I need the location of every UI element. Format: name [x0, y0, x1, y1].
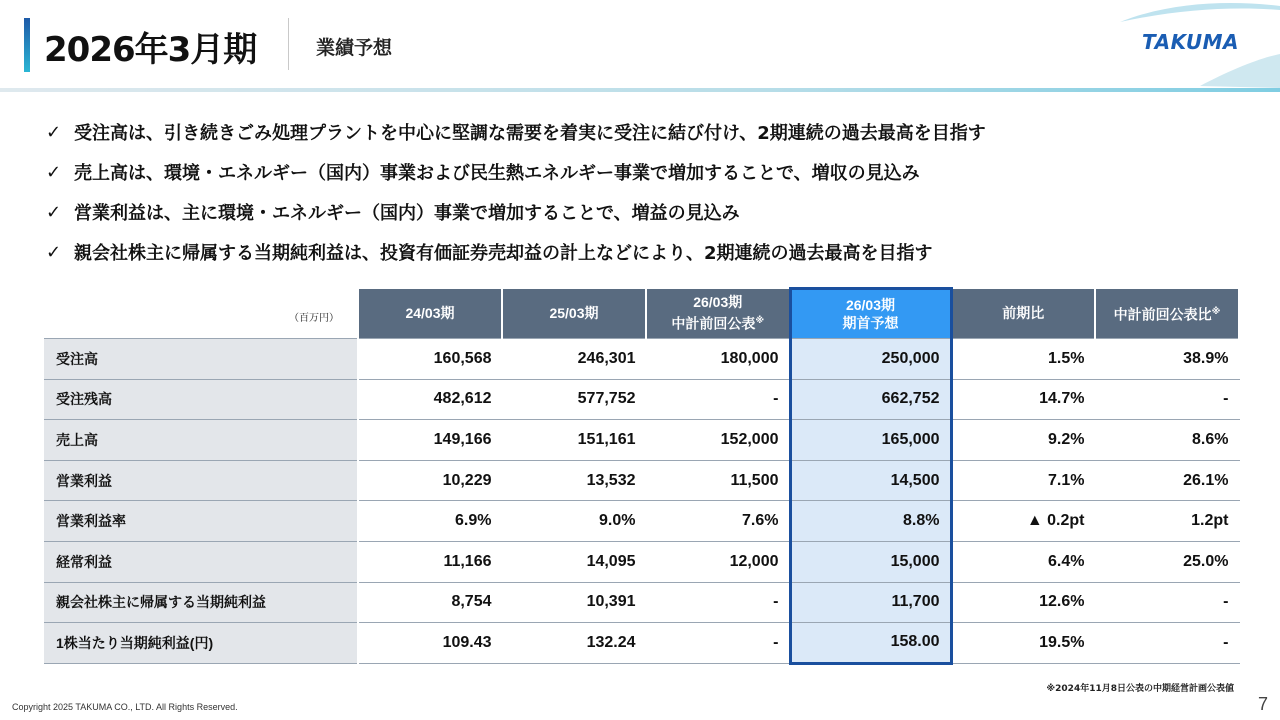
- title-accent-bar: [24, 18, 30, 72]
- cell-vs-plan: -: [1095, 379, 1239, 420]
- cell-vs-plan: 26.1%: [1095, 460, 1239, 501]
- table-row: [44, 541, 1239, 582]
- col-header-vs-plan-text: 中計前回公表比: [1113, 307, 1212, 324]
- header-rule: [0, 88, 1280, 92]
- cell-26-03-plan: -: [646, 582, 790, 623]
- row-label: 経常利益: [44, 541, 358, 582]
- unit-label: （百万円）: [44, 289, 358, 339]
- col-header-24-03: 24/03期: [358, 289, 502, 339]
- checkmark-icon: ✓: [46, 241, 62, 263]
- col-header-26-03-forecast: [790, 289, 951, 339]
- company-logo: TAKUMA: [1142, 30, 1239, 54]
- forecast-table: [44, 287, 1240, 665]
- bullet-item: [46, 152, 1246, 192]
- header-divider: [288, 18, 289, 70]
- cell-yoy: 9.2%: [951, 420, 1095, 461]
- cell-vs-plan: 1.2pt: [1095, 501, 1239, 542]
- col-header-26-03-forecast-line1: 26/03期: [845, 297, 896, 313]
- cell-vs-plan: -: [1095, 582, 1239, 623]
- cell-26-03-plan: 7.6%: [646, 501, 790, 542]
- cell-26-03-plan: 12,000: [646, 541, 790, 582]
- bullet-text: 親会社株主に帰属する当期純利益は、投資有価証券売却益の計上などにより、2期連続の過去最高を目指す: [74, 243, 933, 264]
- bullet-item: [46, 192, 1246, 232]
- row-label: 1株当たり当期純利益(円): [44, 623, 358, 664]
- bullet-text: 営業利益は、主に環境・エネルギー（国内）事業で増加することで、増益の見込み: [74, 203, 740, 224]
- cell-24-03: 11,166: [358, 541, 502, 582]
- checkmark-icon: ✓: [46, 201, 62, 223]
- cell-24-03: 6.9%: [358, 501, 502, 542]
- footnote-mark: ※: [755, 315, 765, 326]
- table-footnote: ※2024年11月8日公表の中期経営計画公表値: [1046, 684, 1234, 694]
- cell-vs-plan: 25.0%: [1095, 541, 1239, 582]
- cell-25-03: 10,391: [502, 582, 646, 623]
- table-header-row: [44, 289, 1239, 339]
- cell-yoy: 6.4%: [951, 541, 1095, 582]
- forecast-table-wrapper: [44, 287, 1235, 665]
- row-label: 営業利益率: [44, 501, 358, 542]
- col-header-26-03-plan-line1: 26/03期: [693, 294, 743, 311]
- cell-26-03-forecast: 15,000: [790, 541, 951, 582]
- table-row: [44, 582, 1239, 623]
- cell-25-03: 151,161: [502, 420, 646, 461]
- page-number: 7: [1257, 694, 1268, 714]
- footnote-mark: ※: [1211, 306, 1221, 317]
- col-header-26-03-forecast-line2: 期首予想: [842, 315, 899, 331]
- cell-26-03-plan: 152,000: [646, 420, 790, 461]
- cell-26-03-plan: -: [646, 379, 790, 420]
- col-header-vs-plan: [1095, 289, 1239, 339]
- cell-25-03: 9.0%: [502, 501, 646, 542]
- row-label: 営業利益: [44, 460, 358, 501]
- cell-26-03-forecast: 158.00: [790, 623, 951, 664]
- col-header-26-03-plan: [646, 289, 790, 339]
- cell-24-03: 149,166: [358, 420, 502, 461]
- table-row: [44, 379, 1239, 420]
- cell-24-03: 8,754: [358, 582, 502, 623]
- cell-yoy: 12.6%: [951, 582, 1095, 623]
- bullet-item: [46, 232, 1246, 272]
- row-label: 売上高: [44, 420, 358, 461]
- cell-26-03-forecast: 14,500: [790, 460, 951, 501]
- cell-yoy: 7.1%: [951, 460, 1095, 501]
- table-row: [44, 501, 1239, 542]
- row-label: 親会社株主に帰属する当期純利益: [44, 582, 358, 623]
- cell-25-03: 132.24: [502, 623, 646, 664]
- cell-26-03-forecast: 8.8%: [790, 501, 951, 542]
- cell-vs-plan: 8.6%: [1095, 420, 1239, 461]
- cell-24-03: 10,229: [358, 460, 502, 501]
- copyright-text: Copyright 2025 TAKUMA CO., LTD. All Rights Reserved.: [12, 702, 238, 712]
- table-row: [44, 420, 1239, 461]
- table-row: [44, 460, 1239, 501]
- cell-24-03: 109.43: [358, 623, 502, 664]
- cell-26-03-forecast: 11,700: [790, 582, 951, 623]
- bullet-list: [46, 112, 1246, 272]
- cell-yoy: 1.5%: [951, 339, 1095, 380]
- cell-26-03-forecast: 662,752: [790, 379, 951, 420]
- cell-yoy: 19.5%: [951, 623, 1095, 664]
- col-header-25-03: 25/03期: [502, 289, 646, 339]
- row-label: 受注高: [44, 339, 358, 380]
- cell-25-03: 14,095: [502, 541, 646, 582]
- row-label: 受注残高: [44, 379, 358, 420]
- bullet-text: 受注高は、引き続きごみ処理プラントを中心に堅調な需要を着実に受注に結び付け、2期連続の過去最高を目指す: [74, 123, 986, 144]
- cell-vs-plan: 38.9%: [1095, 339, 1239, 380]
- page-title: 2026年3月期: [44, 30, 257, 70]
- cell-26-03-plan: -: [646, 623, 790, 664]
- bullet-item: [46, 112, 1246, 152]
- slide-header: [0, 0, 1280, 92]
- cell-25-03: 13,532: [502, 460, 646, 501]
- cell-yoy: 14.7%: [951, 379, 1095, 420]
- cell-26-03-forecast: 165,000: [790, 420, 951, 461]
- checkmark-icon: ✓: [46, 121, 62, 143]
- table-row: [44, 623, 1239, 664]
- cell-vs-plan: -: [1095, 623, 1239, 664]
- col-header-yoy: 前期比: [951, 289, 1095, 339]
- table-row: [44, 339, 1239, 380]
- cell-26-03-plan: 180,000: [646, 339, 790, 380]
- page-subtitle: 業績予想: [316, 37, 393, 59]
- cell-25-03: 577,752: [502, 379, 646, 420]
- cell-26-03-forecast: 250,000: [790, 339, 951, 380]
- bullet-text: 売上高は、環境・エネルギー（国内）事業および民生熱エネルギー事業で増加することで、増収の見込み: [74, 163, 920, 184]
- cell-26-03-plan: 11,500: [646, 460, 790, 501]
- cell-24-03: 160,568: [358, 339, 502, 380]
- checkmark-icon: ✓: [46, 161, 62, 183]
- cell-25-03: 246,301: [502, 339, 646, 380]
- cell-24-03: 482,612: [358, 379, 502, 420]
- col-header-26-03-plan-line2: 中計前回公表: [671, 316, 756, 333]
- cell-yoy: ▲ 0.2pt: [951, 501, 1095, 542]
